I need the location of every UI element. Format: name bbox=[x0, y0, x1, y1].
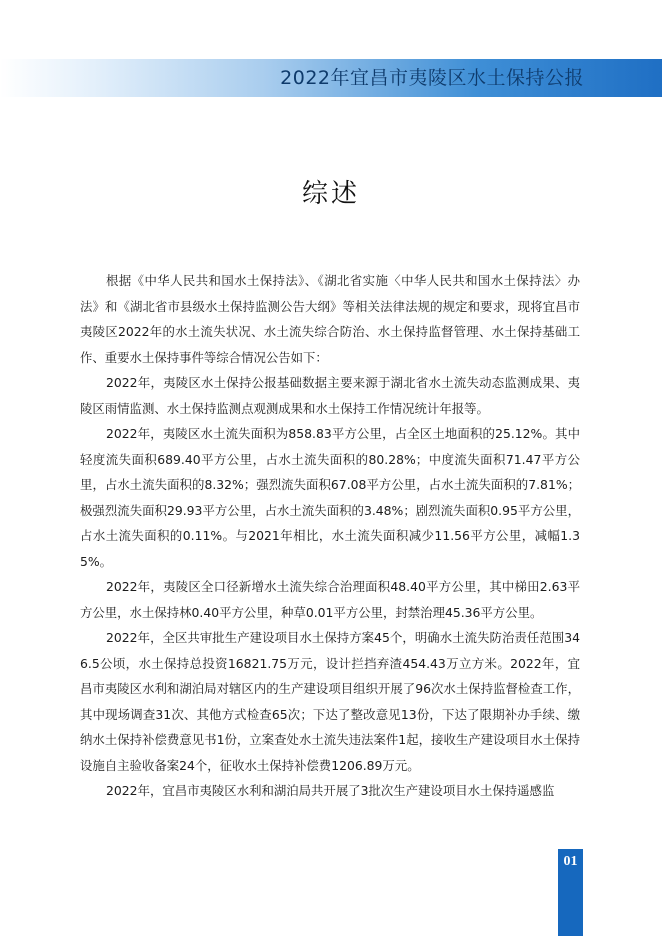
paragraph-comprehensive-treatment: 2022年，夷陵区全口径新增水土流失综合治理面积48.40平方公里，其中梯田2.63平方公里，水土保持林0.40平方公里，种草0.01平方公里，封禁治理45.36平方公里。 bbox=[80, 579, 580, 620]
paragraph-data-sources: 2022年，夷陵区水土保持公报基础数据主要来源于湖北省水土流失动态监测成果、夷陵区雨情监测、水土保持监测点观测成果和水土保持工作情况统计年报等。 bbox=[80, 375, 580, 416]
paragraph-intro: 根据《中华人民共和国水土保持法》、《湖北省实施〈中华人民共和国水土保持法〉办法》和《湖北省市县级水土保持监测公告大纲》等相关法律法规的规定和要求，现将宜昌市夷陵区2022年的水土流失状况、水土流失综合防治、水土保持监督管理、水土保持基础工作、重要水土保持事件等综合情况公告如下： bbox=[80, 273, 580, 365]
body-text bbox=[80, 268, 580, 804]
page-number: 01 bbox=[563, 854, 578, 869]
document-title: 2022年宜昌市夷陵区水土保持公报 bbox=[280, 67, 584, 89]
paragraph-supervision: 2022年，全区共审批生产建设项目水土保持方案45个，明确水土流失防治责任范围346.5公顷，水土保持总投资16821.75万元，设计拦挡弃渣454.43万立方米。2022年，宜昌市夷陵区水利和湖泊局对辖区内的生产建设项目组织开展了96次水土保持监督检查工作，其中现场调查31次、其他方式检查65次；下达了整改意见13份，下达了限期补办手续、缴纳水土保持补偿费意见书1份，立案查处水土流失违法案件1起，接收生产建设项目水土保持设施自主验收备案24个，征收水土保持补偿费1206.89万元。 bbox=[80, 630, 580, 773]
section-title: 综述 bbox=[301, 179, 360, 209]
paragraph-erosion-area: 2022年，夷陵区水土流失面积为858.83平方公里，占全区土地面积的25.12%。其中轻度流失面积689.40平方公里，占水土流失面积的80.28%；中度流失面积71.47平方公里，占水土流失面积的8.32%；强烈流失面积67.08平方公里，占水土流失面积的7.81%；极强烈流失面积29.93平方公里，占水土流失面积的3.48%；剧烈流失面积0.95平方公里，占水土流失面积的0.11%。与2021年相比，水土流失面积减少11.56平方公里，减幅1.35%。 bbox=[80, 426, 581, 569]
paragraph-remote-sensing: 2022年，宜昌市夷陵区水利和湖泊局共开展了3批次生产建设项目水土保持遥感监 bbox=[106, 783, 555, 798]
